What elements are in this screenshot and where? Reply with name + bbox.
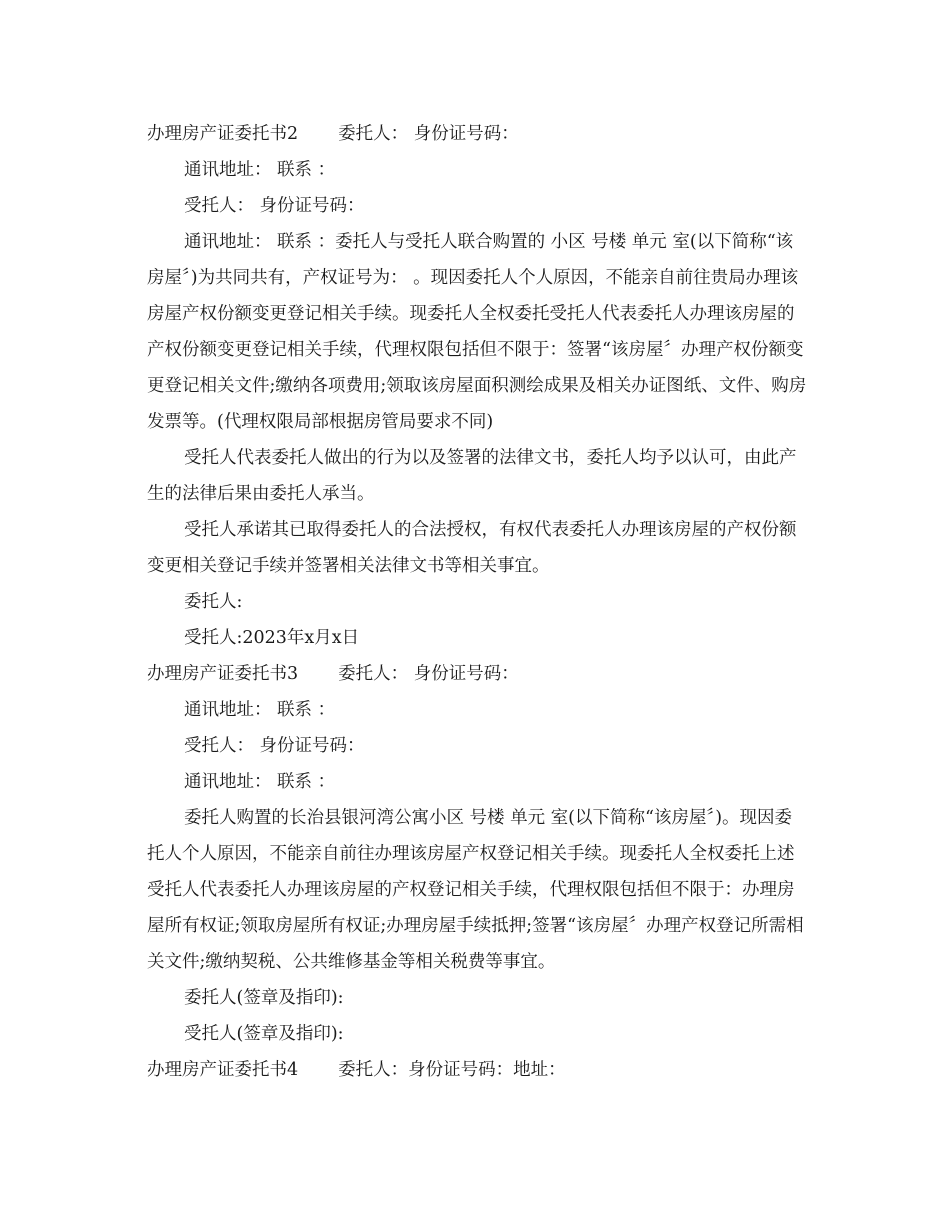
section-heading <box>147 1052 807 1088</box>
paragraph: 通讯地址： 联系 ：委托人与受托人联合购置的 小区 号楼 单元 室(以下简称“该房屋〞)为共同共有，产权证号为： 。现因委托人个人原因，不能亲自前往贵局办理该房屋产权份额变更登记相关手续。现委托人全权委托受托人代表委托人办理该房屋的产权份额变更登记相关手续，代理权限包括但不限于：签署“该房屋〞办理产权份额变更登记相关文件;缴纳各项费用;领取该房屋面积测绘成果及相关办证图纸、文件、购房发票等。(代理权限局部根据房管局要求不同) <box>147 232 807 432</box>
section-heading-fields: 委托人： 身份证号码： <box>338 664 519 684</box>
section-title: 办理房产证委托书4 <box>147 1060 299 1080</box>
section-heading-fields: 委托人：身份证号码：地址： <box>338 1060 566 1080</box>
paragraph: 通讯地址： 联系 ： <box>184 160 336 180</box>
paragraph: 通讯地址： 联系 ： <box>184 772 336 792</box>
paragraph: 受托人代表委托人做出的行为以及签署的法律文书，委托人均予以认可，由此产生的法律后果由委托人承当。 <box>147 448 797 504</box>
section-title: 办理房产证委托书2 <box>147 124 299 144</box>
section-heading <box>147 656 807 692</box>
paragraph: 受托人： 身份证号码： <box>184 196 365 216</box>
signature-line: 委托人: <box>184 592 243 612</box>
section-title: 办理房产证委托书3 <box>147 664 299 684</box>
signature-line: 受托人:2023年x月x日 <box>184 628 360 648</box>
paragraph: 受托人承诺其已取得委托人的合法授权，有权代表委托人办理该房屋的产权份额变更相关登记手续并签署相关法律文书等相关事宜。 <box>147 520 797 576</box>
section-heading <box>147 116 807 152</box>
paragraph: 受托人： 身份证号码： <box>184 736 365 756</box>
paragraph: 委托人购置的长治县银河湾公寓小区 号楼 单元 室(以下简称“该房屋〞)。现因委托人个人原因，不能亲自前往办理该房屋产权登记相关手续。现委托人全权委托上述受托人代表委托人办理该房屋的产权登记相关手续，代理权限包括但不限于：办理房屋所有权证;领取房屋所有权证;办理房屋手续抵押;签署“该房屋〞办理产权登记所需相关文件;缴纳契税、公共维修基金等相关税费等事宜。 <box>147 808 804 972</box>
section-heading-fields: 委托人： 身份证号码： <box>338 124 519 144</box>
signature-line: 受托人(签章及指印): <box>184 1024 344 1044</box>
paragraph: 通讯地址： 联系 ： <box>184 700 336 720</box>
signature-line: 委托人(签章及指印): <box>184 988 344 1008</box>
document-page <box>147 116 807 1088</box>
